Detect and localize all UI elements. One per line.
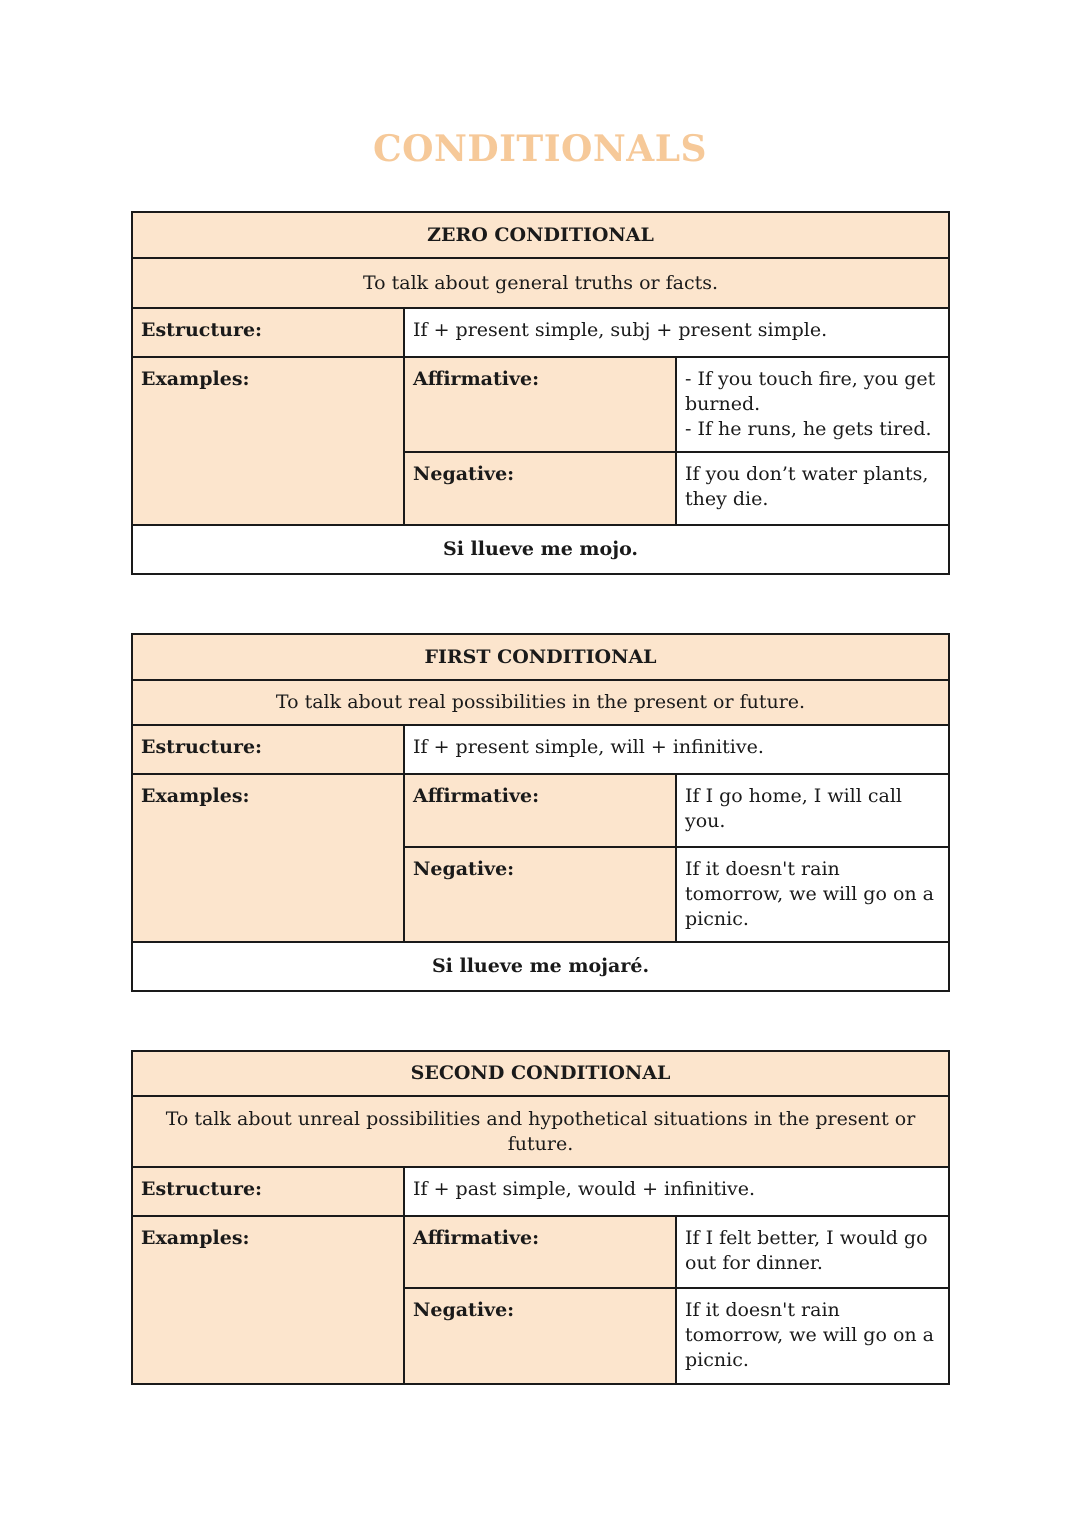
table-description: To talk about real possibilities in the present or future. (132, 680, 949, 725)
first-conditional-table (131, 633, 950, 992)
page-title: CONDITIONALS (372, 128, 708, 170)
table-heading: ZERO CONDITIONAL (132, 212, 949, 258)
affirmative-label: Affirmative: (404, 357, 676, 452)
spanish-translation: Si llueve me mojaré. (132, 942, 949, 991)
zero-conditional-table (131, 211, 950, 575)
structure-label: Estructure: (132, 725, 404, 774)
table-heading: FIRST CONDITIONAL (132, 634, 949, 680)
examples-label: Examples: (132, 774, 404, 942)
negative-label: Negative: (404, 1288, 676, 1384)
second-conditional-table (131, 1050, 950, 1385)
examples-label: Examples: (132, 1216, 404, 1384)
negative-label: Negative: (404, 847, 676, 942)
affirmative-example: If I go home, I will call you. (676, 774, 949, 847)
table-description: To talk about unreal possibilities and hypothetical situations in the present or future. (132, 1096, 949, 1167)
structure-value: If + past simple, would + infinitive. (404, 1167, 949, 1216)
table-heading: SECOND CONDITIONAL (132, 1051, 949, 1096)
affirmative-example: - If you touch fire, you get burned. - If he runs, he gets tired. (676, 357, 949, 452)
affirmative-example: If I felt better, I would go out for dinner. (676, 1216, 949, 1288)
examples-label: Examples: (132, 357, 404, 525)
negative-label: Negative: (404, 452, 676, 525)
table-description: To talk about general truths or facts. (132, 258, 949, 308)
affirmative-label: Affirmative: (404, 1216, 676, 1288)
structure-label: Estructure: (132, 1167, 404, 1216)
spanish-translation: Si llueve me mojo. (132, 525, 949, 574)
structure-value: If + present simple, subj + present simple. (404, 308, 949, 357)
negative-example: If you don’t water plants, they die. (676, 452, 949, 525)
affirmative-label: Affirmative: (404, 774, 676, 847)
structure-value: If + present simple, will + infinitive. (404, 725, 949, 774)
structure-label: Estructure: (132, 308, 404, 357)
negative-example: If it doesn't rain tomorrow, we will go on a picnic. (676, 847, 949, 942)
negative-example: If it doesn't rain tomorrow, we will go on a picnic. (676, 1288, 949, 1384)
